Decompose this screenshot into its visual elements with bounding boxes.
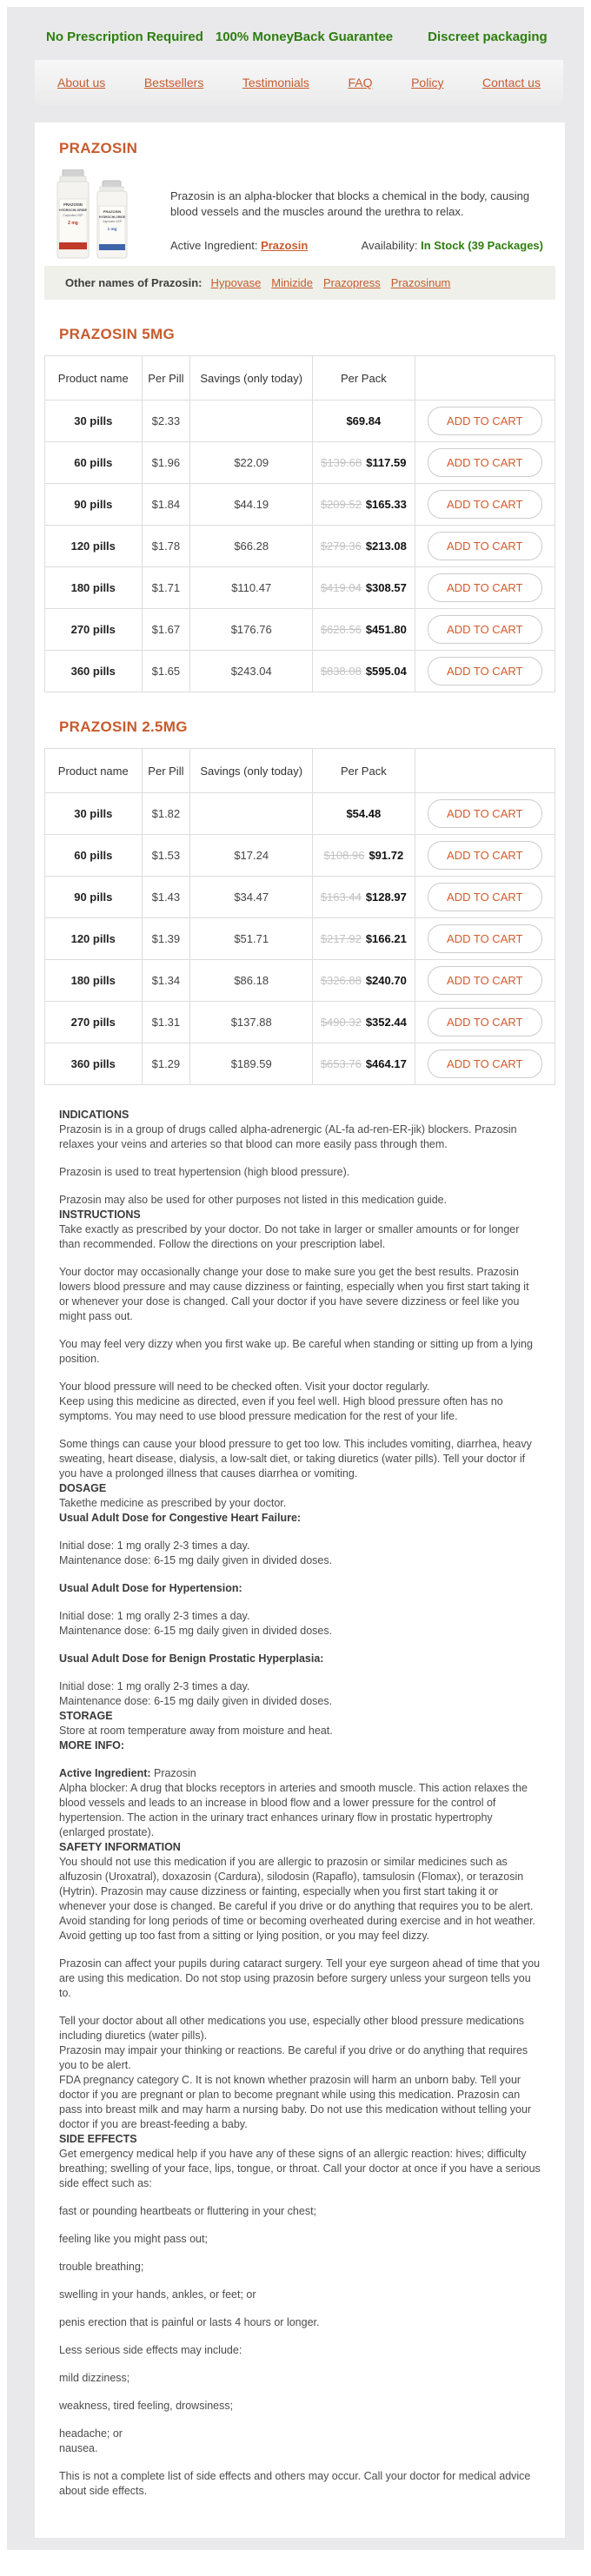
- product-name-cell: 180 pills: [45, 960, 143, 1002]
- product-name-cell: 30 pills: [45, 401, 143, 442]
- column-header: Per Pack: [313, 749, 415, 793]
- add-to-cart-button[interactable]: ADD TO CART: [428, 448, 542, 477]
- product-name-cell: 270 pills: [45, 1002, 143, 1043]
- benefit-no-prescription: No Prescription Required: [46, 30, 203, 44]
- benefits-bar: [7, 7, 584, 60]
- info-paragraph: mild dizziness;: [59, 2372, 130, 2384]
- column-header: [415, 749, 554, 793]
- savings-cell: [190, 401, 313, 442]
- table-row: [45, 567, 555, 609]
- savings-cell: $22.09: [190, 442, 313, 484]
- bottle-label-text: Capsules USP: [102, 220, 123, 223]
- per-pack-cell: [313, 918, 415, 960]
- pack-price: $213.08: [365, 540, 407, 553]
- info-paragraph: FDA pregnancy category C. It is not known whether prazosin will harm an unborn baby. Tell your doctor if you are pregnant or plan to become pregnant while using this medication. Prazosin can pass into breast milk and may harm a nursing baby. Do not use this medication without telling your doctor if you are breast-feeding a baby.: [59, 2074, 532, 2130]
- info-paragraph: Take exactly as prescribed by your doctor. Do not take in larger or smaller amounts or for longer than recommended. Follow the directions on your prescription label.: [59, 1223, 520, 1250]
- table-row: [45, 793, 555, 835]
- table-header-row: [45, 749, 555, 793]
- savings-cell: $137.88: [190, 1002, 313, 1043]
- column-header: [415, 356, 554, 401]
- price-table-5mg-container: [44, 355, 555, 692]
- product-name-cell: 90 pills: [45, 877, 143, 918]
- table-row: [45, 835, 555, 877]
- info-heading: STORAGE: [59, 1710, 113, 1722]
- pack-price: $117.59: [366, 456, 407, 469]
- nav-link-faq[interactable]: FAQ: [348, 76, 373, 89]
- pack-price: $240.70: [365, 974, 407, 987]
- nav-link-about-us[interactable]: About us: [57, 76, 106, 89]
- price-table-2-5mg-container: [44, 748, 555, 1085]
- old-price: $139.68: [321, 456, 362, 469]
- info-paragraph: fast or pounding heartbeats or fluttering in your chest;: [59, 2205, 317, 2217]
- add-to-cart-button[interactable]: ADD TO CART: [428, 883, 542, 911]
- other-names-label: Other names of Prazosin:: [65, 276, 203, 289]
- pack-price: $69.84: [346, 414, 382, 427]
- pack-price: $54.48: [346, 807, 382, 820]
- bottle-dose-text: 1 mg: [107, 227, 117, 231]
- per-pack-cell: [313, 1002, 415, 1043]
- page-title: PRAZOSIN: [59, 140, 138, 156]
- column-header: Per Pill: [142, 356, 190, 401]
- column-header: Savings (only today): [190, 749, 313, 793]
- savings-cell: $51.71: [190, 918, 313, 960]
- cart-cell: [415, 567, 554, 609]
- info-label: Active Ingredient:: [59, 1767, 151, 1779]
- product-name-cell: 180 pills: [45, 567, 143, 609]
- add-to-cart-button[interactable]: ADD TO CART: [428, 573, 542, 602]
- old-price: $279.36: [320, 540, 362, 553]
- info-paragraph: Prazosin is used to treat hypertension (high blood pressure).: [59, 1166, 350, 1178]
- pack-price: $451.80: [365, 623, 407, 636]
- old-price: $163.44: [320, 891, 362, 904]
- info-paragraph: trouble breathing;: [59, 2261, 144, 2273]
- cart-cell: [415, 1002, 554, 1043]
- bottle-label-text: HYDROCHLORIDE: [59, 209, 87, 212]
- table-row: [45, 526, 555, 567]
- price-table: [44, 748, 555, 1085]
- old-price: $653.76: [320, 1057, 362, 1070]
- add-to-cart-button[interactable]: ADD TO CART: [428, 924, 542, 953]
- info-paragraph: Initial dose: 1 mg orally 2-3 times a day.: [59, 1680, 250, 1692]
- product-name-cell: 30 pills: [45, 793, 143, 835]
- per-pill-cell: $1.96: [142, 442, 190, 484]
- info-paragraph: You may feel very dizzy when you first wake up. Be careful when standing or sitting up from a lying position.: [59, 1338, 533, 1365]
- pack-price: $352.44: [365, 1016, 407, 1029]
- column-header: Per Pill: [142, 749, 190, 793]
- old-price: $628.56: [320, 623, 362, 636]
- other-name-link-minizide[interactable]: Minizide: [271, 276, 313, 289]
- info-paragraph: Alpha blocker: A drug that blocks receptors in arteries and smooth muscle. This action relaxes the blood vessels and leads to an increase in blood flow and a lower pressure for the control of hypertension. The action in the urinary tract enhances urinary flow in prostatic hypertrophy (enlarged prostate).: [59, 1782, 528, 1838]
- pack-price: $308.57: [365, 581, 407, 594]
- old-price: $419.04: [320, 581, 362, 594]
- info-heading: Usual Adult Dose for Benign Prostatic Hyperplasia:: [59, 1652, 324, 1665]
- per-pack-cell: [313, 651, 415, 692]
- info-paragraph: penis erection that is painful or lasts 4 hours or longer.: [59, 2316, 320, 2328]
- per-pack-cell: [313, 442, 415, 484]
- info-paragraph: nausea.: [59, 2442, 98, 2454]
- column-header: Per Pack: [313, 356, 415, 401]
- savings-cell: $86.18: [190, 960, 313, 1002]
- bottle-label-text: HYDROCHLORIDE: [99, 215, 125, 219]
- info-paragraph: Maintenance dose: 6-15 mg daily given in divided doses.: [59, 1625, 333, 1637]
- product-name-cell: 120 pills: [45, 526, 143, 567]
- product-name-cell: 60 pills: [45, 442, 143, 484]
- main-nav: [35, 60, 563, 105]
- product-name-cell: 120 pills: [45, 918, 143, 960]
- other-names-bar: [44, 266, 555, 300]
- other-name-link-prazosinum[interactable]: Prazosinum: [390, 276, 451, 289]
- benefit-moneyback: 100% MoneyBack Guarantee: [215, 30, 394, 44]
- savings-cell: $66.28: [190, 526, 313, 567]
- add-to-cart-button[interactable]: ADD TO CART: [428, 1050, 542, 1078]
- old-price: $209.52: [320, 498, 362, 511]
- product-name-cell: 360 pills: [45, 1043, 143, 1085]
- per-pack-cell: [313, 835, 415, 877]
- column-header: Savings (only today): [190, 356, 313, 401]
- old-price: $490.32: [320, 1016, 362, 1029]
- availability-label: Availability:: [361, 239, 418, 252]
- table-row: [45, 1043, 555, 1085]
- pack-price: $165.33: [365, 498, 407, 511]
- nav-link-testimonials[interactable]: Testimonials: [242, 76, 309, 89]
- per-pill-cell: $1.78: [142, 526, 190, 567]
- per-pack-cell: [313, 1043, 415, 1085]
- active-ingredient-link[interactable]: Prazosin: [261, 239, 309, 252]
- info-heading: SAFETY INFORMATION: [59, 1841, 181, 1853]
- info-heading: MORE INFO:: [59, 1739, 124, 1752]
- pack-price: $166.21: [365, 932, 407, 945]
- info-heading: Usual Adult Dose for Congestive Heart Failure:: [59, 1512, 302, 1524]
- cart-cell: [415, 793, 554, 835]
- info-paragraph: Takethe medicine as prescribed by your doctor.: [59, 1497, 287, 1509]
- page-panel: [7, 7, 584, 2550]
- product-meta: [170, 239, 543, 252]
- nav-link-bestsellers[interactable]: Bestsellers: [143, 76, 204, 89]
- savings-cell: [190, 793, 313, 835]
- savings-cell: $44.19: [190, 484, 313, 526]
- table-row: [45, 651, 555, 692]
- savings-cell: $17.24: [190, 835, 313, 877]
- per-pill-cell: $1.71: [142, 567, 190, 609]
- column-header: Product name: [45, 749, 143, 793]
- table-row: [45, 1002, 555, 1043]
- info-paragraph: Initial dose: 1 mg orally 2-3 times a day.: [59, 1540, 250, 1552]
- info-paragraph: Active Ingredient: Prazosin: [59, 1767, 196, 1779]
- product-name-cell: 90 pills: [45, 484, 143, 526]
- info-heading: SIDE EFFECTS: [59, 2133, 137, 2145]
- savings-cell: $189.59: [190, 1043, 313, 1085]
- add-to-cart-button[interactable]: ADD TO CART: [428, 841, 542, 870]
- info-paragraph: Prazosin is in a group of drugs called alpha-adrenergic (AL-fa ad-ren-ER-jik) blockers. Prazosin relaxes your veins and arteries so that blood can more easily pass through them.: [59, 1123, 517, 1150]
- availability-value: In Stock (39 Packages): [421, 239, 543, 252]
- savings-cell: $110.47: [190, 567, 313, 609]
- cart-cell: [415, 651, 554, 692]
- product-name-cell: 360 pills: [45, 651, 143, 692]
- info-paragraph: Store at room temperature away from moisture and heat.: [59, 1725, 333, 1737]
- savings-cell: $243.04: [190, 651, 313, 692]
- cart-cell: [415, 918, 554, 960]
- nav-link-policy[interactable]: Policy: [411, 76, 444, 89]
- table-header-row: [45, 356, 555, 401]
- old-price: $326.88: [320, 974, 362, 987]
- per-pill-cell: $1.82: [142, 793, 190, 835]
- per-pack-cell: [313, 877, 415, 918]
- info-paragraph: This is not a complete list of side effects and others may occur. Call your doctor for medical advice about side effects.: [59, 2470, 531, 2497]
- cart-cell: [415, 1043, 554, 1085]
- add-to-cart-button[interactable]: ADD TO CART: [428, 966, 542, 995]
- other-name-link-hypovase[interactable]: Hypovase: [210, 276, 262, 289]
- info-heading: Usual Adult Dose for Hypertension:: [59, 1582, 242, 1594]
- add-to-cart-button[interactable]: ADD TO CART: [428, 615, 542, 644]
- main-card: [35, 123, 565, 2538]
- pack-price: $128.97: [365, 891, 407, 904]
- table-row: [45, 442, 555, 484]
- per-pill-cell: $1.53: [142, 835, 190, 877]
- info-paragraph: headache; or: [59, 2427, 123, 2440]
- price-table: [44, 355, 555, 692]
- savings-cell: $34.47: [190, 877, 313, 918]
- cart-cell: [415, 960, 554, 1002]
- table-row: [45, 609, 555, 651]
- nav-link-contact-us[interactable]: Contact us: [482, 76, 541, 89]
- table-row: [45, 960, 555, 1002]
- column-header: Product name: [45, 356, 143, 401]
- table-row: [45, 401, 555, 442]
- per-pack-cell: [313, 609, 415, 651]
- info-paragraph: Get emergency medical help if you have any of these signs of an allergic reaction: hives; difficulty breathing; swelling of your face, lips, tongue, or throat. Call your doctor at once if you have a serious side effect such as:: [59, 2148, 541, 2189]
- cart-cell: [415, 609, 554, 651]
- info-paragraph: feeling like you might pass out;: [59, 2233, 208, 2245]
- info-paragraph: Your blood pressure will need to be checked often. Visit your doctor regularly.: [59, 1381, 430, 1393]
- per-pack-cell: [313, 484, 415, 526]
- per-pill-cell: $1.65: [142, 651, 190, 692]
- section-heading-2-5mg: PRAZOSIN 2.5MG: [59, 718, 188, 735]
- per-pill-cell: $1.43: [142, 877, 190, 918]
- pack-price: $91.72: [369, 849, 404, 862]
- old-price: $217.92: [320, 932, 362, 945]
- per-pill-cell: $1.84: [142, 484, 190, 526]
- bottle-label-text: Capsules USP: [63, 214, 83, 217]
- info-paragraph: Keep using this medicine as directed, even if you feel well. High blood pressure often has no symptoms. You may need to use blood pressure medication for the rest of your life.: [59, 1395, 503, 1422]
- product-info: [51, 169, 550, 264]
- info-paragraph: Maintenance dose: 6-15 mg daily given in divided doses.: [59, 1695, 333, 1707]
- cart-cell: [415, 877, 554, 918]
- pack-price: $595.04: [365, 665, 407, 678]
- product-description: Prazosin is an alpha-blocker that blocks a chemical in the body, causing blood vessels and the muscles around the urethra to relax.: [170, 189, 530, 218]
- per-pack-cell: [313, 793, 415, 835]
- add-to-cart-button[interactable]: ADD TO CART: [428, 490, 542, 519]
- info-paragraph: Tell your doctor about all other medications you use, especially other blood pressure medications including diuretics (water pills).: [59, 2015, 525, 2042]
- per-pill-cell: $1.29: [142, 1043, 190, 1085]
- info-paragraph: You should not use this medication if you are allergic to prazosin or similar medicines such as alfuzosin (Uroxatral), doxazosin (Cardura), silodosin (Rapaflo), tamsulosin (Flomax), or terazosin (Hytrin). Prazosin may cause dizziness or fainting, especially when you first start taking it or whenever your dose is changed. Be careful if you drive or do anything that requires you to be alert. Avoid standing for long periods of time or becoming overheated during exercise and in hot weather. Avoid getting up too fast from a sitting or lying position, or you may feel dizzy.: [59, 1856, 536, 1942]
- cart-cell: [415, 835, 554, 877]
- cart-cell: [415, 442, 554, 484]
- per-pill-cell: $2.33: [142, 401, 190, 442]
- cart-cell: [415, 401, 554, 442]
- drug-info: [59, 1108, 541, 2499]
- per-pack-cell: [313, 401, 415, 442]
- pack-price: $464.17: [365, 1057, 407, 1070]
- product-name-cell: 60 pills: [45, 835, 143, 877]
- product-description-block: [170, 169, 543, 264]
- add-to-cart-button[interactable]: ADD TO CART: [428, 1008, 542, 1036]
- active-ingredient-label: Active Ingredient:: [170, 239, 258, 252]
- info-paragraph: Prazosin may also be used for other purposes not listed in this medication guide.: [59, 1194, 448, 1206]
- cart-cell: [415, 526, 554, 567]
- info-heading: DOSAGE: [59, 1482, 107, 1494]
- info-paragraph: weakness, tired feeling, drowsiness;: [59, 2400, 234, 2412]
- per-pill-cell: $1.39: [142, 918, 190, 960]
- add-to-cart-button[interactable]: ADD TO CART: [428, 532, 542, 560]
- table-row: [45, 484, 555, 526]
- active-ingredient: [170, 239, 308, 252]
- other-name-link-prazopress[interactable]: Prazopress: [322, 276, 381, 289]
- info-paragraph: Prazosin may impair your thinking or reactions. Be careful if you drive or do anything that requires you to be alert.: [59, 2044, 528, 2071]
- bottle-label-text: PRAZOSIN: [103, 209, 122, 214]
- info-paragraph: Less serious side effects may include:: [59, 2344, 242, 2356]
- add-to-cart-button[interactable]: ADD TO CART: [428, 407, 542, 435]
- info-heading: INSTRUCTIONS: [59, 1209, 141, 1221]
- add-to-cart-button[interactable]: ADD TO CART: [428, 657, 542, 685]
- per-pack-cell: [313, 526, 415, 567]
- info-heading: INDICATIONS: [59, 1109, 129, 1121]
- per-pill-cell: $1.67: [142, 609, 190, 651]
- per-pill-cell: $1.31: [142, 1002, 190, 1043]
- product-image: [51, 169, 134, 264]
- per-pack-cell: [313, 567, 415, 609]
- table-row: [45, 877, 555, 918]
- info-paragraph: swelling in your hands, ankles, or feet; or: [59, 2288, 256, 2301]
- info-paragraph: Some things can cause your blood pressure to get too low. This includes vomiting, diarrhea, heavy sweating, heart disease, dialysis, a low-salt diet, or taking diuretics (water pills). Tell your doctor if you have a prolonged illness that causes diarrhea or vomiting.: [59, 1438, 532, 1480]
- cart-cell: [415, 484, 554, 526]
- info-paragraph: Prazosin can affect your pupils during cataract surgery. Tell your eye surgeon ahead of time that you are using this medication. Do not stop using prazosin before surgery unless your surgeon tells you to.: [59, 1957, 541, 1999]
- section-heading-5mg: PRAZOSIN 5MG: [59, 326, 176, 342]
- savings-cell: $176.76: [190, 609, 313, 651]
- info-paragraph: Maintenance dose: 6-15 mg daily given in divided doses.: [59, 1554, 333, 1566]
- table-row: [45, 918, 555, 960]
- per-pill-cell: $1.34: [142, 960, 190, 1002]
- per-pack-cell: [313, 960, 415, 1002]
- info-paragraph: Your doctor may occasionally change your dose to make sure you get the best results. Prazosin lowers blood pressure and may cause dizziness or fainting, especially when you first start taking it or whenever your dose is changed. Call your doctor if you have severe dizziness or feel like you might pass out.: [59, 1266, 529, 1322]
- bottle-dose-text: 2 mg: [68, 221, 78, 226]
- old-price: $108.96: [323, 849, 365, 862]
- bottle-label-text: PRAZOSIN: [63, 202, 83, 207]
- availability: [362, 239, 543, 252]
- add-to-cart-button[interactable]: ADD TO CART: [428, 799, 542, 828]
- old-price: $838.08: [320, 665, 362, 678]
- info-paragraph: Initial dose: 1 mg orally 2-3 times a day.: [59, 1610, 250, 1622]
- product-name-cell: 270 pills: [45, 609, 143, 651]
- pill-bottles-image: [51, 169, 134, 260]
- benefit-discreet-packaging: Discreet packaging: [428, 30, 548, 44]
